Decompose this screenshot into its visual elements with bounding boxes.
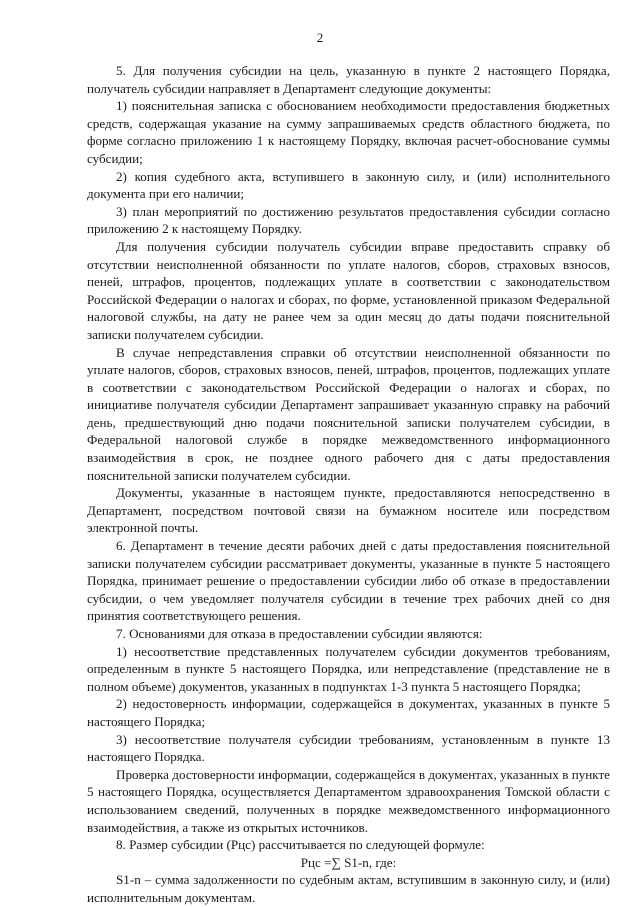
- page-number: 2: [316, 30, 324, 45]
- paragraph-7-item-1: 1) несоответствие представленных получателем субсидии документов требованиям, определенным в пункте 5 настоящего Порядка, или непредставление (представление не в полном объеме) документов, указанных в подпунктах 1-3 пункта 5 настоящего Порядка;: [87, 643, 610, 694]
- paragraph-5-item-3: 3) план мероприятий по достижению результатов предоставления субсидии согласно приложению 2 к настоящему Порядку.: [87, 203, 610, 237]
- paragraph-5: 5. Для получения субсидии на цель, указанную в пункте 2 настоящего Порядка, получатель субсидии направляет в Департамент следующие документы:: [87, 63, 610, 96]
- paragraph-verification: Проверка достоверности информации, содержащейся в документах, указанных в пункте 5 настоящего Порядка, осуществляется Департаментом здравоохранения Томской области с использованием сведений, полученных в порядке межведомственного информационного взаимодействия, а также из открытых источников.: [87, 766, 610, 835]
- paragraph-certificate-request: В случае непредставления справки об отсутствии неисполненной обязанности по уплате налогов, сборов, страховых взносов, пеней, штрафов, процентов, подлежащих уплате в соответствии с законодательством Российской Федерации о налогах и сборах, по инициативе получателя субсидии Департамент запрашивает указанную справку на рабочий день, предшествующий дню подачи пояснительной записки получателем субсидии, в Федеральной налоговой службе в порядке межведомственного информационного взаимодействия в срок, не позднее одного рабочего дня с даты предоставления пояснительной записки получателем субсидии.: [87, 344, 610, 483]
- paragraph-7-item-2: 2) недостоверность информации, содержащейся в документах, указанных в пункте 5 настоящего Порядка;: [87, 696, 610, 729]
- formula-definition: S1-n – сумма задолженности по судебным актам, вступившим в законную силу, и (или) исполнительным документам.: [87, 872, 610, 905]
- paragraph-5-item-2: 2) копия судебного акта, вступившего в законную силу, и (или) исполнительного документа при его наличии;: [87, 168, 610, 202]
- paragraph-8: 8. Размер субсидии (Рцс) рассчитывается по следующей формуле:: [116, 837, 485, 853]
- paragraph-6: 6. Департамент в течение десяти рабочих дней с даты предоставления пояснительной записки получателем субсидии рассматривает документы, указанные в пункте 5 настоящего Порядка, принимает решение о предоставлении субсидии либо об отказе в предоставлении субсидии, о чем уведомляет получателя субсидии в течение трех рабочих дней со дня принятия соответствующего решения.: [87, 538, 610, 624]
- paragraph-tax-certificate: Для получения субсидии получатель субсидии вправе предоставить справку об отсутствии неисполненной обязанности по уплате налогов, сборов, страховых взносов, пеней, штрафов, процентов, подлежащих уплате в соответствии с законодательством Российской Федерации о налогах и сборах, по форме, установленной приказом Федеральной налоговой службы, на дату не ранее чем за один месяц до даты подачи пояснительной записки получателем субсидии.: [87, 238, 610, 342]
- paragraph-7-item-3: 3) несоответствие получателя субсидии требованиям, установленным в пункте 13 настоящего Порядка.: [87, 731, 610, 765]
- paragraph-7: 7. Основаниями для отказа в предоставлении субсидии являются:: [116, 626, 483, 641]
- paragraph-submission-method: Документы, указанные в настоящем пункте, предоставляются непосредственно в Департамент, посредством почтовой связи на бумажном носителе или посредством электронной почты.: [87, 485, 610, 536]
- paragraph-5-item-1: 1) пояснительная записка с обоснованием необходимости предоставления бюджетных средств, содержащая указание на сумму запрашиваемых средств областного бюджета, по форме согласно приложению 1 к настоящему Порядку, включая расчет-обоснование суммы субсидии;: [87, 98, 610, 166]
- subsidy-formula: Рцс =∑ S1-n, где:: [300, 854, 397, 870]
- document-body: [87, 62, 610, 907]
